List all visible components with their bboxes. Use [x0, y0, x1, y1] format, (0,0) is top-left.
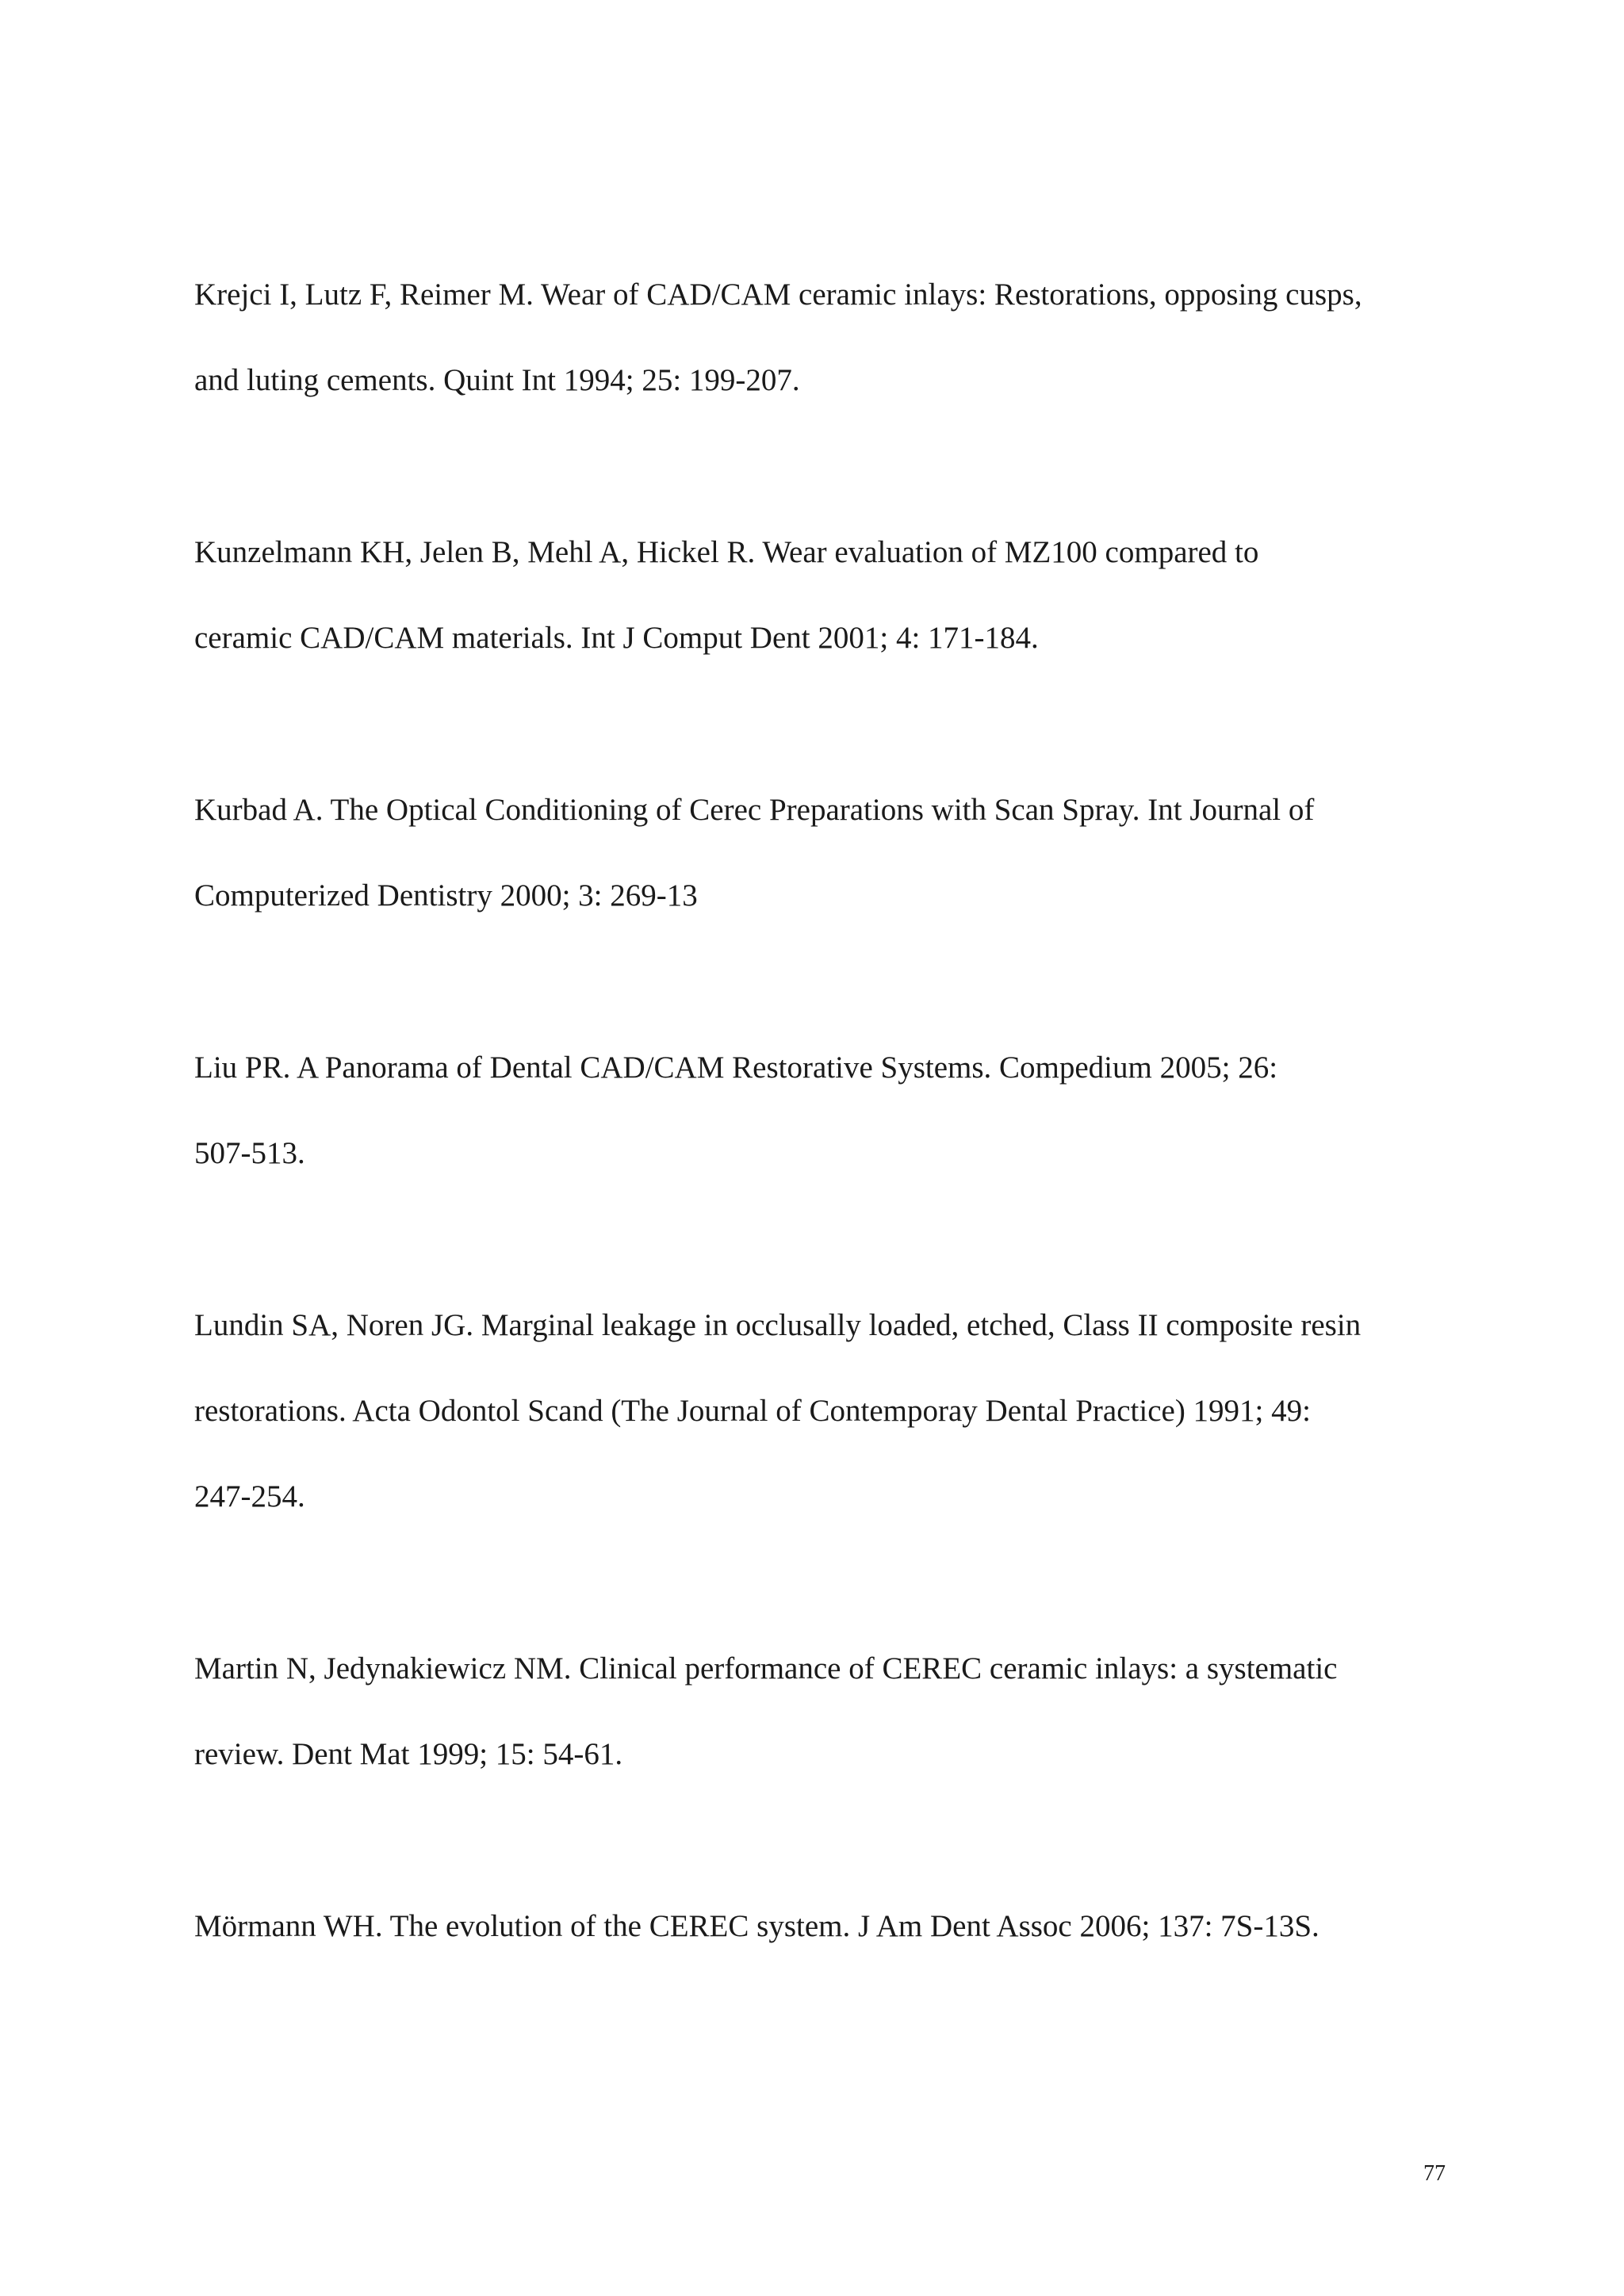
reference-line: Liu PR. A Panorama of Dental CAD/CAM Restorative Systems. Compedium 2005; 26:: [194, 1050, 1278, 1085]
reference-entry: [194, 510, 1447, 681]
reference-line: Kunzelmann KH, Jelen B, Mehl A, Hickel R. Wear evaluation of MZ100 compared to: [194, 535, 1259, 569]
reference-line: 247-254.: [194, 1479, 305, 1513]
reference-line: ceramic CAD/CAM materials. Int J Comput Dent 2001; 4: 171-184.: [194, 621, 1039, 655]
reference-line: Mörmann WH. The evolution of the CEREC system. J Am Dent Assoc 2006; 137: 7S-13S.: [194, 1909, 1320, 1943]
reference-line: Computerized Dentistry 2000; 3: 269-13: [194, 878, 698, 913]
reference-line: 507-513.: [194, 1136, 305, 1170]
reference-line: Martin N, Jedynakiewicz NM. Clinical performance of CEREC ceramic inlays: a systematic: [194, 1651, 1338, 1686]
reference-entry: [194, 1025, 1447, 1196]
page-number: 77: [1423, 2161, 1446, 2186]
reference-entry: [194, 252, 1447, 423]
reference-line: review. Dent Mat 1999; 15: 54-61.: [194, 1737, 623, 1771]
reference-entry: [194, 1884, 1447, 1969]
reference-line: and luting cements. Quint Int 1994; 25: 199-207.: [194, 363, 800, 397]
reference-entry: [194, 1283, 1447, 1540]
reference-entry: [194, 767, 1447, 939]
reference-entry: [194, 1626, 1447, 1797]
reference-list: [194, 252, 1447, 2056]
reference-line: restorations. Acta Odontol Scand (The Journal of Contemporay Dental Practice) 1991; 49:: [194, 1394, 1311, 1428]
reference-line: Krejci I, Lutz F, Reimer M. Wear of CAD/CAM ceramic inlays: Restorations, opposing cusps,: [194, 277, 1362, 312]
reference-line: Kurbad A. The Optical Conditioning of Cerec Preparations with Scan Spray. Int Journal of: [194, 793, 1315, 827]
reference-line: Lundin SA, Noren JG. Marginal leakage in occlusally loaded, etched, Class II composite resin: [194, 1308, 1362, 1342]
